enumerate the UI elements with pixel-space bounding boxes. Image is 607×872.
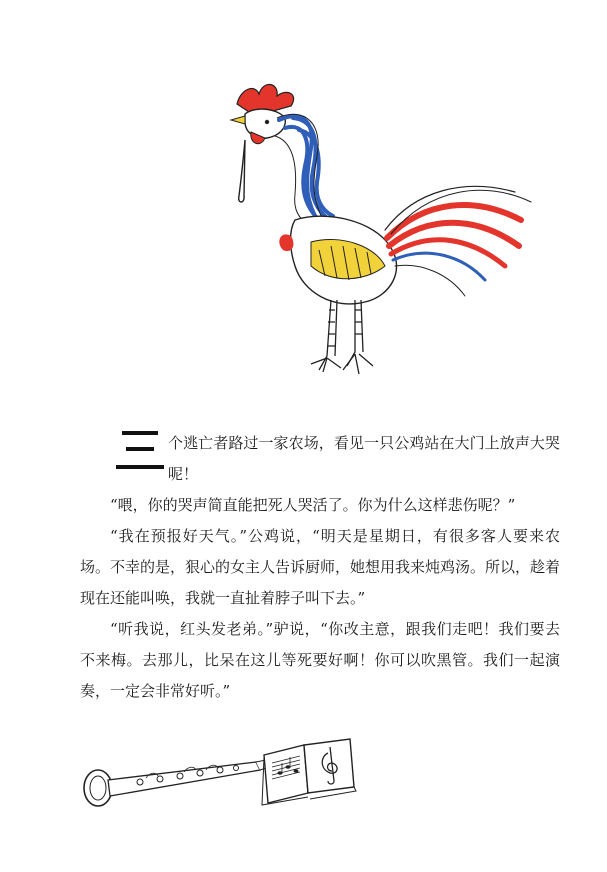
story-text	[80, 428, 560, 707]
rooster-tail	[385, 186, 531, 296]
paragraph-2: “喂，你的哭声简直能把死人哭活了。你为什么这样悲伤呢？”	[110, 496, 516, 514]
paragraph-3: “我在预报好天气。”公鸡说，“明天是星期日，有很多客人要来农场。不幸的是，狠心的女主人告诉厨师，她想用我来炖鸡汤。所以，趁着现在还能叫唤，我就一直扯着脖子叫下去。”	[80, 527, 561, 607]
rooster-illustration	[215, 70, 535, 390]
dropcap	[116, 429, 164, 473]
paragraph-1: 个逃亡者路过一家农场，看见一只公鸡站在大门上放声大哭呢！	[168, 434, 560, 483]
clarinet-icon	[80, 740, 266, 810]
music-book-icon	[258, 735, 358, 807]
rooster-neck	[279, 116, 333, 220]
rooster-legs	[311, 300, 373, 374]
paragraph-4: “听我说，红头发老弟。”驴说，“你改主意，跟我们走吧！我们要去不来梅。去那儿，比呆在这儿等死要好啊！你可以吹黑管。我们一起演奏，一定会非常好听。”	[80, 620, 560, 700]
